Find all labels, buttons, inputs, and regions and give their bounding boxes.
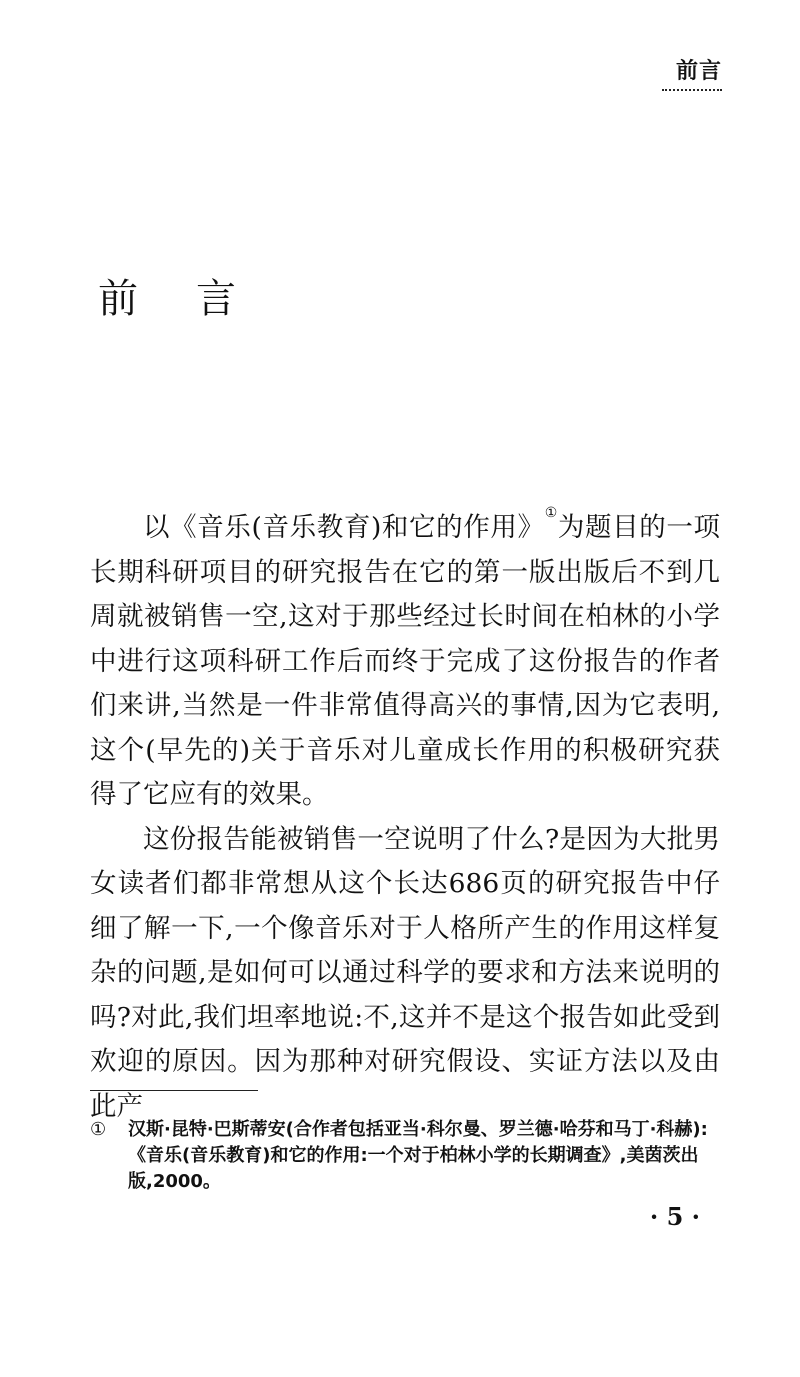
page-number: · 5 · — [649, 1202, 700, 1231]
footnote-divider — [90, 1090, 258, 1091]
body-text — [90, 506, 720, 1129]
footnote-reference: ① — [544, 505, 558, 521]
paragraph-1-start: 以《音乐(音乐教育)和它的作用》 — [143, 512, 545, 543]
footnote-mark: ① — [90, 1119, 107, 1140]
paragraph-2: 这份报告能被销售一空说明了什么?是因为大批男女读者们都非常想从这个长达686页的研究报告中仔细了解一下,一个像音乐对于人格所产生的作用这样复杂的问题,是如何可以通过科学的要求和方法来说明的吗?对此,我们坦率地说:不,这并不是这个报告如此受到欢迎的原因。因为那种对研究假设、实证方法以及由此产 — [90, 823, 720, 1122]
chapter-title: 前言 — [98, 275, 294, 322]
running-header: 前言 — [662, 54, 722, 91]
paragraph-1-rest: 为题目的一项长期科研项目的研究报告在它的第一版出版后不到几周就被销售一空,这对于那些经过长时间在柏林的小学中进行这项科研工作后而终于完成了这份报告的作者们来讲,当然是一件非常值得高兴的事情,因为它表明,这个(早先的)关于音乐对儿童成长作用的积极研究获得了它应有的效果。 — [90, 512, 720, 810]
footnote — [90, 1117, 722, 1195]
paragraph-1 — [90, 506, 720, 818]
footnote-text: 汉斯·昆特·巴斯蒂安(合作者包括亚当·科尔曼、罗兰德·哈芬和马丁·科赫):《音乐(音乐教育)和它的作用:一个对于柏林小学的长期调查》,美茵茨出版,2000。 — [128, 1119, 708, 1192]
